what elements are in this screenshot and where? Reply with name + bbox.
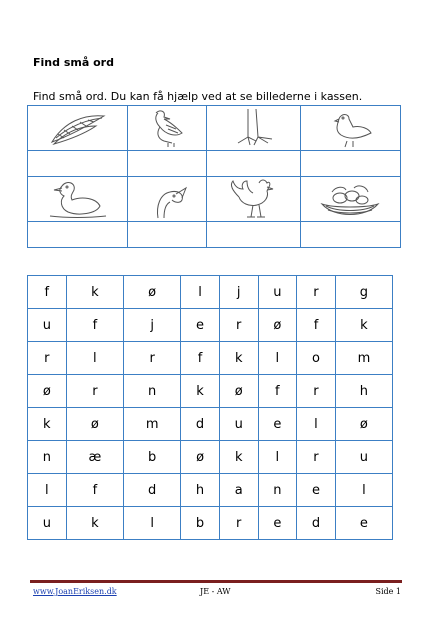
letter-cell: k — [219, 342, 258, 375]
letter-cell: r — [297, 375, 336, 408]
footer-website-link[interactable]: www.JoanEriksen.dk — [33, 587, 117, 596]
letter-cell: h — [181, 474, 220, 507]
letter-grid — [27, 275, 393, 540]
letter-cell: h — [335, 375, 392, 408]
letter-cell: l — [181, 276, 220, 309]
letter-cell: l — [28, 474, 67, 507]
letter-cell: b — [124, 441, 181, 474]
letter-cell: n — [124, 375, 181, 408]
answer-cell — [28, 222, 128, 248]
footer-divider — [30, 580, 402, 583]
letter-cell: j — [124, 309, 181, 342]
letter-cell: ø — [28, 375, 67, 408]
answer-cell — [128, 151, 207, 177]
letter-cell: r — [219, 309, 258, 342]
letter-cell: ø — [335, 408, 392, 441]
letter-cell: u — [28, 309, 67, 342]
letter-cell: f — [66, 309, 123, 342]
grid-row — [28, 375, 393, 408]
letter-cell: u — [258, 276, 297, 309]
answer-cell — [300, 222, 400, 248]
picture-cell — [128, 106, 207, 151]
picture-cell — [28, 177, 128, 222]
letter-cell: u — [335, 441, 392, 474]
letter-cell: d — [181, 408, 220, 441]
grid-row — [28, 474, 393, 507]
answer-cell — [206, 222, 300, 248]
letter-cell: r — [66, 375, 123, 408]
picture-cell — [206, 106, 300, 151]
letter-cell: l — [66, 342, 123, 375]
letter-cell: f — [28, 276, 67, 309]
letter-cell: u — [28, 507, 67, 540]
letter-cell: l — [335, 474, 392, 507]
picture-table — [27, 105, 401, 248]
letter-cell: g — [335, 276, 392, 309]
picture-cell — [128, 177, 207, 222]
letter-cell: ø — [258, 309, 297, 342]
picture-cell — [28, 106, 128, 151]
grid-row — [28, 342, 393, 375]
bird-head-icon — [142, 178, 192, 220]
answer-cell — [28, 151, 128, 177]
page-title: Find små ord — [33, 56, 114, 69]
nest-icon — [318, 178, 382, 220]
letter-cell: k — [66, 507, 123, 540]
letter-cell: l — [258, 342, 297, 375]
letter-cell: e — [258, 507, 297, 540]
letter-cell: d — [124, 474, 181, 507]
letter-cell: k — [66, 276, 123, 309]
letter-cell: m — [124, 408, 181, 441]
letter-cell: f — [297, 309, 336, 342]
letter-cell: k — [219, 441, 258, 474]
letter-cell: k — [335, 309, 392, 342]
letter-cell: e — [258, 408, 297, 441]
letter-cell: l — [297, 408, 336, 441]
picture-cell — [300, 177, 400, 222]
rooster-icon — [223, 177, 283, 221]
letter-cell: ø — [66, 408, 123, 441]
letter-cell: b — [181, 507, 220, 540]
letter-cell: r — [219, 507, 258, 540]
grid-row — [28, 441, 393, 474]
letter-cell: r — [297, 276, 336, 309]
letter-cell: ø — [124, 276, 181, 309]
footer-author: JE - AW — [200, 587, 231, 596]
letter-cell: f — [181, 342, 220, 375]
duck-icon — [48, 178, 108, 220]
eagle-icon — [142, 107, 192, 149]
answer-cell — [300, 151, 400, 177]
letter-cell: n — [28, 441, 67, 474]
grid-row — [28, 276, 393, 309]
letter-cell: e — [181, 309, 220, 342]
dove-icon — [325, 107, 375, 149]
letter-cell: u — [219, 408, 258, 441]
letter-cell: k — [28, 408, 67, 441]
letter-cell: ø — [181, 441, 220, 474]
letter-cell: f — [258, 375, 297, 408]
grid-row — [28, 507, 393, 540]
answer-cell — [206, 151, 300, 177]
letter-cell: o — [297, 342, 336, 375]
bird-legs-icon — [228, 107, 278, 149]
letter-cell: ø — [219, 375, 258, 408]
letter-cell: n — [258, 474, 297, 507]
letter-cell: f — [66, 474, 123, 507]
letter-cell: j — [219, 276, 258, 309]
picture-cell — [300, 106, 400, 151]
letter-cell: e — [297, 474, 336, 507]
letter-cell: r — [28, 342, 67, 375]
footer-page-number: Side 1 — [375, 587, 401, 596]
letter-cell: a — [219, 474, 258, 507]
letter-cell: l — [124, 507, 181, 540]
feathers-icon — [46, 108, 110, 148]
letter-cell: e — [335, 507, 392, 540]
letter-cell: æ — [66, 441, 123, 474]
grid-row — [28, 309, 393, 342]
picture-cell — [206, 177, 300, 222]
instruction-text: Find små ord. Du kan få hjælp ved at se billederne i kassen. — [33, 90, 363, 103]
answer-cell — [128, 222, 207, 248]
letter-cell: k — [181, 375, 220, 408]
letter-cell: l — [258, 441, 297, 474]
letter-cell: r — [297, 441, 336, 474]
letter-cell: d — [297, 507, 336, 540]
grid-row — [28, 408, 393, 441]
letter-cell: r — [124, 342, 181, 375]
letter-cell: m — [335, 342, 392, 375]
